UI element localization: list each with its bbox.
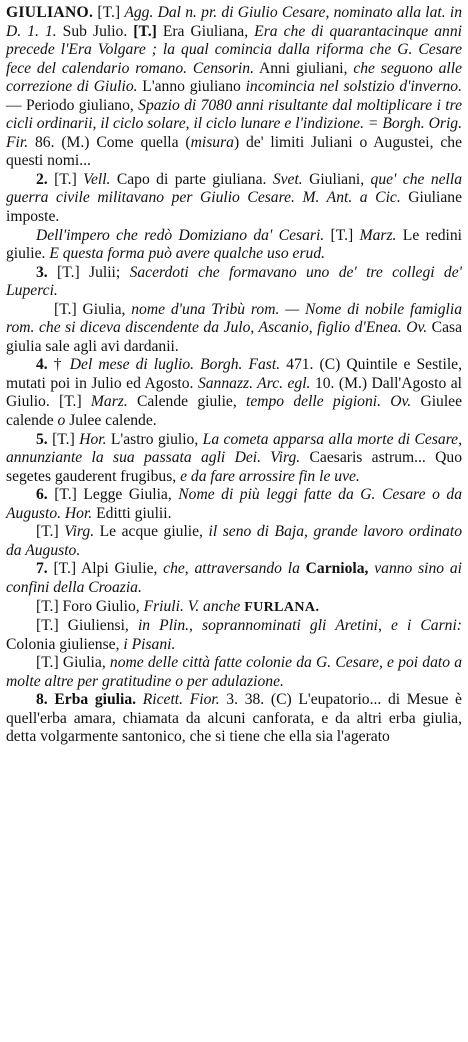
- text-run: L'anno giuliano: [137, 78, 246, 96]
- text-run: 86. (M.) Come quella (: [28, 133, 191, 151]
- text-run: Sub Julio.: [56, 22, 134, 40]
- text-run: Nome di più leggi fatte da G. Cesare o da Augusto. Hor.: [6, 486, 462, 522]
- text-run: FURLANA.: [240, 599, 320, 615]
- entry-paragraph-p3: [6, 264, 462, 301]
- text-run: Vell.: [83, 170, 111, 188]
- text-run: Le acque giulie,: [94, 523, 209, 541]
- text-run: 471. (C) Quintile e Sestile, mutati poi in Julio ed Agosto.: [6, 356, 462, 392]
- text-run: che seguono alle correzione di Giulio.: [6, 59, 463, 96]
- text-run: Virg.: [64, 523, 95, 541]
- text-run: [T.] Julii;: [47, 263, 130, 281]
- entry-paragraph-p7: [6, 560, 462, 597]
- text-run: Marz.: [90, 393, 128, 411]
- text-run: [T.]: [93, 4, 125, 21]
- entry-paragraph-p1: [6, 4, 462, 171]
- text-run: L'astro giulio,: [106, 430, 203, 448]
- entry-paragraph-p4: [6, 356, 462, 430]
- sense-number: 4.: [36, 356, 48, 374]
- text-run: Giuliani,: [302, 170, 371, 188]
- entry-paragraph-p7c: [6, 617, 462, 654]
- text-run: que' che nella guerra civile militavano per Giulio Cesare. M. Ant. a Cic.: [6, 170, 462, 207]
- sense-number: 3.: [36, 263, 48, 281]
- text-run: Ricett. Fior.: [142, 691, 220, 709]
- text-run: Erba giulia.: [47, 691, 137, 709]
- text-run: Editti giulii.: [92, 504, 172, 522]
- text-run: che, attraversando la: [163, 560, 300, 578]
- text-run: Sannazz. Arc. egl.: [197, 374, 311, 392]
- sense-number: 6.: [36, 486, 48, 504]
- headword: GIULIANO.: [6, 4, 94, 21]
- text-run: [T.] Giulia,: [36, 654, 110, 672]
- text-run: o: [57, 412, 66, 430]
- text-run: in Plin., soprannominati gli Aretini, e i Carni:: [137, 617, 462, 635]
- text-run: [T.] Giuliensi,: [36, 617, 138, 635]
- text-run: nome d'una Tribù rom. — Nome di nobile famiglia rom. che si diceva discendente da Julo, Ascanio, figlio d'Enea. Ov.: [6, 300, 462, 337]
- text-run: [T.]: [133, 22, 157, 40]
- text-run: e da fare arrossire fin le uve.: [180, 467, 360, 485]
- entry-paragraph-p7d: [6, 654, 462, 691]
- text-run: Era che di quarantacinque anni precede l'Era Volgare ; la qual comincia dalla riforma che G. Cesare fece del calendario romano. Censorin.: [6, 22, 462, 77]
- text-run: Friuli. V. anche: [143, 597, 241, 615]
- text-run: Carniola,: [299, 560, 375, 578]
- text-run: Calende giulie,: [127, 393, 246, 411]
- entry-paragraph-p7b: [6, 598, 462, 618]
- text-run: [T.] Foro Giulio,: [36, 597, 144, 615]
- text-run: Era Giuliana,: [156, 22, 255, 40]
- text-run: [T.] Alpi Giulie,: [47, 560, 164, 578]
- text-run: tempo delle pigioni. Ov.: [246, 393, 412, 411]
- text-run: nome delle città fatte colonie da G. Cesare, e poi dato a molte altre per gratitudine o per adulazione.: [6, 654, 462, 690]
- text-run: Capo di parte giuliana.: [110, 170, 273, 188]
- text-run: misura: [190, 133, 234, 151]
- text-run: Colonia giuliense,: [6, 635, 124, 653]
- sense-number: 2.: [36, 170, 48, 188]
- entry-paragraph-p2: [6, 171, 462, 227]
- text-run: Spazio di 7080 anni risultante dal moltiplicare i tre cicli ordinarii, il ciclo solare, il ciclo lunare e l'indizione. = Borgh. Orig. Fir.: [6, 96, 462, 151]
- text-run: Le redini giulie.: [6, 226, 462, 263]
- text-run: Svet.: [272, 170, 303, 188]
- text-run: [T.]: [324, 226, 360, 244]
- text-run: Hor.: [79, 430, 107, 448]
- text-run: Sacerdoti che formavano uno de' tre collegi de' Luperci.: [6, 263, 462, 300]
- text-run: Giuliane imposte.: [6, 189, 462, 226]
- text-run: Giulee calende: [6, 393, 463, 430]
- entry-paragraph-p8: [6, 691, 462, 747]
- text-run: Caesaris astrum... Quo segetes gauderent frugibus,: [6, 449, 462, 485]
- entry-paragraph-p5: [6, 431, 462, 487]
- text-run: il seno di Baja, grande lavoro ordinato da Augusto.: [6, 523, 462, 559]
- text-run: 3. 38. (C) L'eupatorio... di Mesue è quell'erba amara, chiamata da alcuni canforata, e da altri erba giulia, detta volgarmente santonico, che si tiene che ella sia l'agerato: [6, 691, 462, 746]
- text-run: [T.] Giulia,: [54, 300, 132, 318]
- text-run: [T.]: [36, 523, 65, 541]
- text-run: †: [47, 356, 70, 374]
- text-run: Anni giuliani,: [253, 59, 354, 77]
- text-run: Agg. Dal n. pr. di Giulio Cesare, nominato alla lat. in D. 1. 1.: [6, 4, 462, 40]
- text-run: E questa forma può avere qualche uso erud.: [49, 245, 326, 263]
- text-run: Casa giulia sale agli avi dardanii.: [6, 319, 462, 355]
- text-run: [T.]: [47, 170, 84, 188]
- text-run: Del mese di luglio. Borgh. Fast.: [69, 356, 281, 374]
- entry-paragraph-p2b: [6, 227, 462, 264]
- text-run: i Pisani.: [123, 635, 176, 653]
- entry-paragraph-p3b: [6, 301, 462, 357]
- sense-number: 7.: [36, 560, 48, 578]
- text-run: incomincia nel solstizio d'inverno.: [245, 78, 463, 96]
- text-run: [T.]: [47, 430, 80, 448]
- text-run: 10. (M.) Dall'Agosto al Giulio. [T.]: [6, 374, 462, 411]
- text-run: vanno sino ai confini della Croazia.: [6, 560, 463, 596]
- text-run: ) de' limiti Juliani o Augustei, che questi nomi...: [6, 133, 462, 170]
- text-run: [136, 691, 143, 708]
- sense-number: 5.: [36, 430, 48, 448]
- entry-paragraph-p6b: [6, 523, 462, 560]
- text-run: [T.] Legge Giulia,: [47, 486, 179, 504]
- text-run: Marz.: [359, 226, 397, 244]
- text-run: Julee calende.: [65, 412, 157, 430]
- text-run: Dell'impero che redò Domiziano da' Cesari.: [36, 226, 325, 244]
- entry-paragraph-p6: [6, 486, 462, 523]
- text-run: La cometa apparsa alla morte di Cesare, annunziante la sua passata agli Dei. Virg.: [6, 430, 463, 467]
- sense-number: 8.: [36, 691, 48, 709]
- text-run: — Periodo giuliano,: [6, 96, 139, 114]
